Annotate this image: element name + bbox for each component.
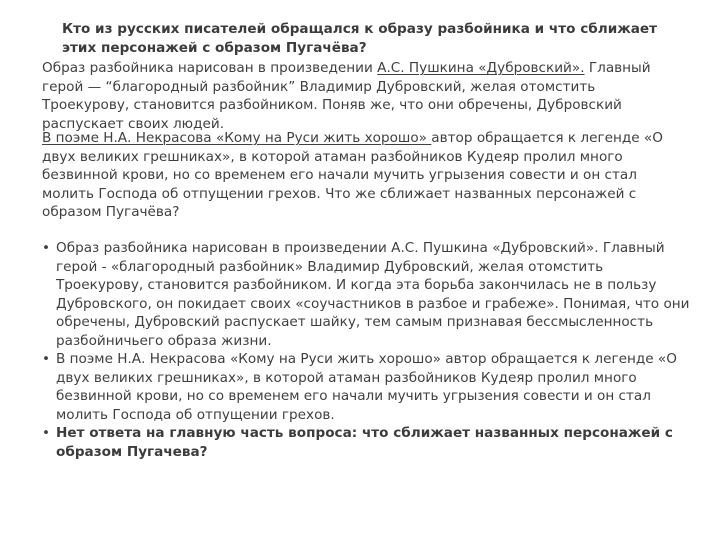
bullet-text-strong: Нет ответа на главную часть вопроса: что сближает названных персонажей с образом Пугачева? [56, 425, 673, 460]
bullet-text: Образ разбойника нарисован в произведении А.С. Пушкина «Дубровский». Главный герой - «благородный разбойник» Владимир Дубровский, желая отомстить Троекурову, становится разбойником. И когда эта борьба закончилась не в пользу Дубровского, он покидает своих «соучастников в разбое и грабеже». Понимая, что они обречены, Дубровский распускает шайку, тем самым признавая бессмысленность разбойничьего образа жизни. [56, 240, 690, 349]
paragraph-2-text: автор обращается к легенде «О двух великих грешниках», в которой атаман разбойников Кудеяр пролил много безвинной крови, но со временем его начали мучить угрызения совести и он стал молить Господа об отпущении грехов. Что же сближает названных персонажей с образом Пугачёва? [42, 130, 663, 220]
nekrasov-poem-link[interactable]: В поэме Н.А. Некрасова «Кому на Руси жить хорошо» [42, 130, 432, 146]
bullet-icon: • [42, 351, 51, 367]
paragraph-1-prefix: Образ разбойника нарисован в произведении [42, 60, 378, 76]
bullet-icon: • [42, 240, 51, 256]
pushkin-dubrovsky-link[interactable]: А.С. Пушкина «Дубровский». [377, 60, 585, 76]
answer-paragraph-2 [42, 129, 682, 222]
bullet-item-nekrasov [42, 350, 692, 424]
bullet-text: В поэме Н.А. Некрасова «Кому на Руси жить хорошо» автор обращается к легенде «О двух великих грешниках», в которой атаман разбойников Кудеяр пролил много безвинной крови, но со временем его начали мучить угрызения совести и он стал молить Господа об отпущении грехов. [56, 351, 677, 423]
answer-paragraph-1 [42, 59, 682, 133]
bullet-item-pushkin [42, 239, 692, 350]
question-heading: Кто из русских писателей обращался к образу разбойника и что сближает этих персонажей с образом Пугачёва? [62, 21, 658, 56]
bullet-list [42, 239, 692, 461]
paragraph-1-text: Главный герой — “благородный разбойник” Владимир Дубровский, желая отомстить Троекурову, становится разбойником. Поняв же, что они обречены, Дубровский распускает своих людей. [42, 60, 651, 132]
bullet-item-missing-answer [42, 424, 692, 461]
bullet-icon: • [42, 425, 51, 441]
